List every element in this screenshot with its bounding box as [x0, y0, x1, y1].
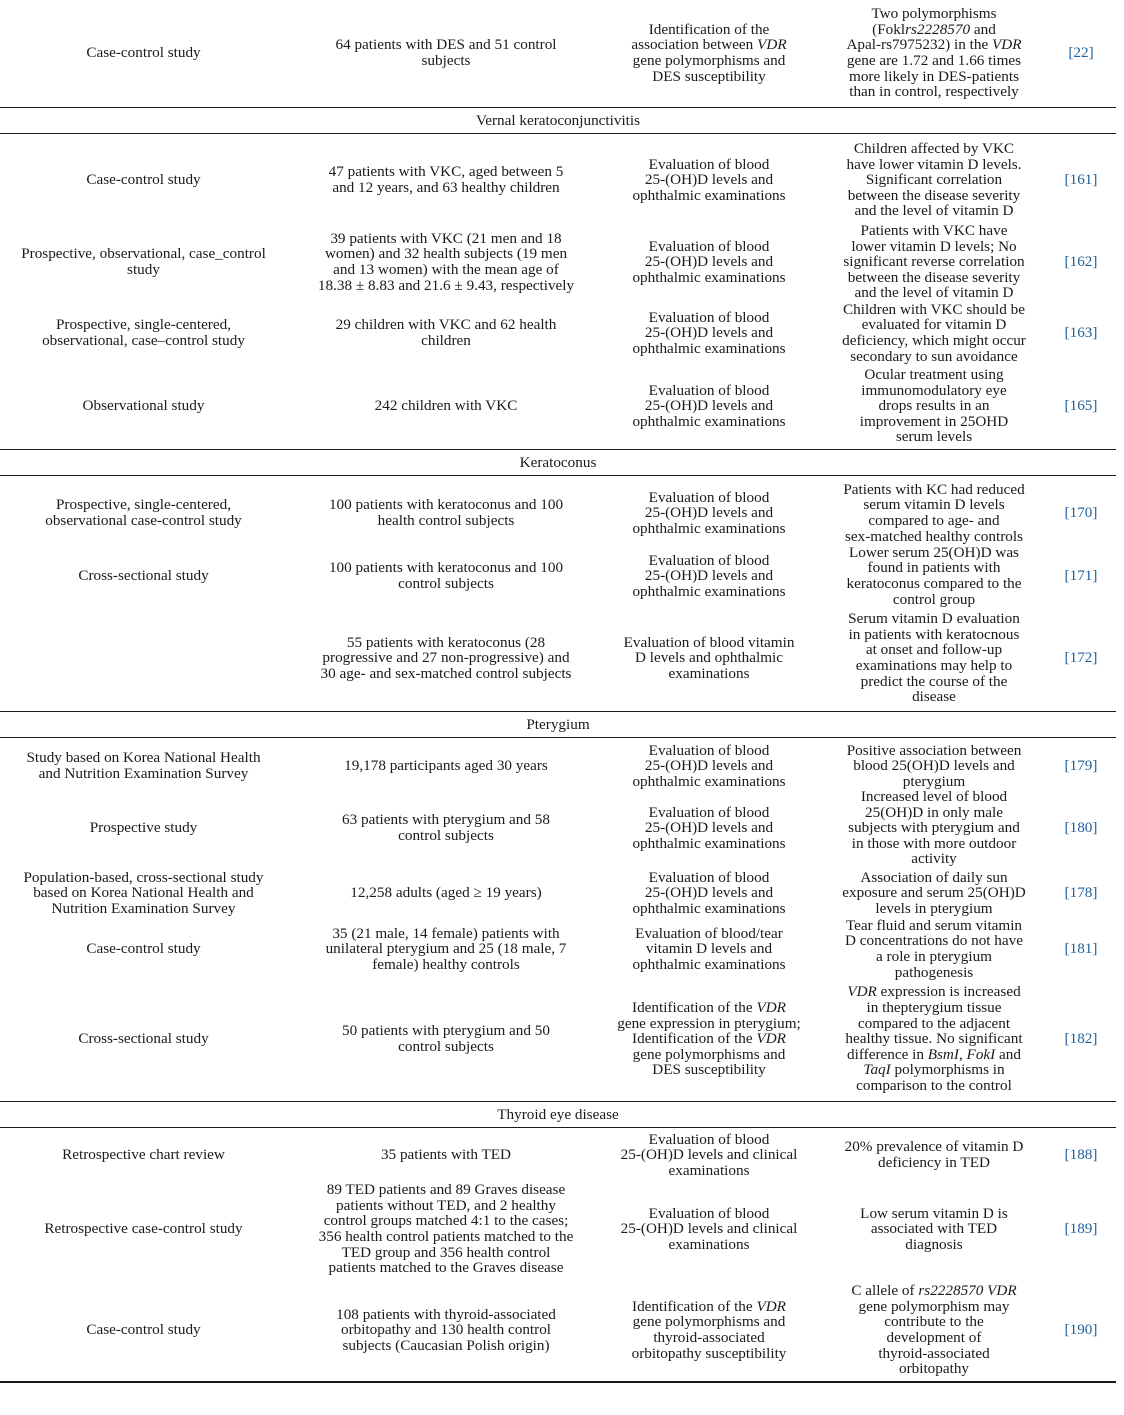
- participants-cell: 47 patients with VKC, aged between 5 and 12 years, and 63 healthy children: [328, 163, 564, 196]
- participants-cell: 35 patients with TED: [380, 1146, 512, 1164]
- section-heading: Keratoconus: [519, 454, 597, 471]
- methods-cell: Identification of the association between VDR gene polymorphisms and DES susceptibility: [631, 20, 787, 85]
- participants-cell: 64 patients with DES and 51 control subjects: [335, 36, 557, 69]
- study-design-cell: Case-control study: [86, 940, 201, 958]
- reference-cell[interactable]: [180]: [1064, 819, 1098, 837]
- study-design-cell: Retrospective case-control study: [44, 1220, 243, 1238]
- methods-cell: Evaluation of blood 25-(OH)D levels and ophthalmic examinations: [632, 237, 786, 286]
- reference-cell[interactable]: [178]: [1064, 884, 1098, 902]
- results-cell: Tear fluid and serum vitamin D concentrations do not have a role in pterygium pathogenesis: [845, 916, 1023, 981]
- participants-cell: 12,258 adults (aged ≥ 19 years): [350, 884, 542, 902]
- study-design-cell: Observational study: [82, 397, 205, 415]
- methods-cell: Identification of the VDR gene polymorphisms and thyroid-associated orbitopathy susceptibility: [631, 1297, 787, 1362]
- table-rule: [0, 475, 1116, 476]
- methods-cell: Evaluation of blood/tear vitamin D levels and ophthalmic examinations: [632, 924, 786, 973]
- participants-cell: 35 (21 male, 14 female) patients with unilateral pterygium and 25 (18 male, 7 female) healthy controls: [325, 924, 567, 973]
- participants-cell: 29 children with VKC and 62 health children: [335, 316, 557, 349]
- study-design-cell: Case-control study: [86, 1321, 201, 1339]
- results-cell: VDR expression is increased in thepterygium tissue compared to the adjacent healthy tissue. No significant difference in BsmI, FokI and TaqI polymorphisms in comparison to the control: [845, 983, 1023, 1094]
- methods-cell: Evaluation of blood 25-(OH)D levels and ophthalmic examinations: [632, 868, 786, 917]
- table-rule: [0, 1101, 1116, 1102]
- study-design-cell: Case-control study: [86, 44, 201, 62]
- participants-cell: 242 children with VKC: [374, 397, 518, 415]
- reference-cell[interactable]: [190]: [1064, 1321, 1098, 1339]
- study-design-cell: Population-based, cross-sectional study based on Korea National Health and Nutrition Examination Survey: [23, 868, 264, 917]
- study-design-cell: Cross-sectional study: [78, 1030, 209, 1048]
- reference-cell[interactable]: [163]: [1064, 324, 1098, 342]
- reference-cell[interactable]: [182]: [1064, 1030, 1098, 1048]
- participants-cell: 55 patients with keratoconus (28 progressive and 27 non-progressive) and 30 age- and sex-matched control subjects: [320, 633, 572, 682]
- participants-cell: 100 patients with keratoconus and 100 health control subjects: [328, 496, 564, 529]
- results-cell: Children with VKC should be evaluated for vitamin D deficiency, which might occur secondary to sun avoidance: [842, 300, 1026, 365]
- participants-cell: 50 patients with pterygium and 50 control subjects: [342, 1022, 550, 1055]
- reference-cell[interactable]: [162]: [1064, 253, 1098, 271]
- section-heading: Vernal keratoconjunctivitis: [475, 112, 641, 129]
- participants-cell: 19,178 participants aged 30 years: [344, 757, 548, 775]
- results-cell: Ocular treatment using immunomodulatory eye drops results in an improvement in 25OHD serum levels: [859, 366, 1009, 446]
- table-rule: [0, 711, 1116, 712]
- participants-cell: 39 patients with VKC (21 men and 18 women) and 32 health subjects (19 men and 13 women) with the mean age of 18.38 ± 8.83 and 21.6 ± 9.43, respectively: [317, 229, 575, 294]
- methods-cell: Evaluation of blood 25-(OH)D levels and ophthalmic examinations: [632, 741, 786, 790]
- reference-cell[interactable]: [172]: [1064, 649, 1098, 667]
- reference-cell[interactable]: [165]: [1064, 397, 1098, 415]
- participants-cell: 89 TED patients and 89 Graves disease patients without TED, and 2 healthy control groups matched 4:1 to the cases; 356 health control patients matched to the TED group and 356 health control patients matched to the Graves disease: [318, 1181, 574, 1277]
- results-cell: Lower serum 25(OH)D was found in patients with keratoconus compared to the control group: [846, 543, 1022, 608]
- table-rule: [0, 737, 1116, 738]
- methods-cell: Evaluation of blood 25-(OH)D levels and ophthalmic examinations: [632, 488, 786, 537]
- methods-cell: Evaluation of blood 25-(OH)D levels and ophthalmic examinations: [632, 155, 786, 204]
- study-design-cell: Cross-sectional study: [78, 567, 209, 585]
- reference-cell[interactable]: [170]: [1064, 504, 1098, 522]
- reference-cell[interactable]: [171]: [1064, 567, 1098, 585]
- reference-cell[interactable]: [181]: [1064, 940, 1098, 958]
- results-cell: C allele of rs2228570 VDR gene polymorphism may contribute to the development of thyroid-associated orbitopathy: [851, 1282, 1017, 1378]
- methods-cell: Evaluation of blood vitamin D levels and ophthalmic examinations: [623, 633, 795, 682]
- results-cell: Two polymorphisms (Foklrs2228570 and Apal-rs7975232) in the VDR gene are 1.72 and 1.66 times more likely in DES-patients than in control, respectively: [846, 5, 1022, 101]
- results-cell: Association of daily sun exposure and serum 25(OH)D levels in pterygium: [842, 868, 1026, 917]
- results-cell: Serum vitamin D evaluation in patients with keratocnous at onset and follow-up examinations may help to predict the course of the disease: [848, 610, 1020, 706]
- methods-cell: Evaluation of blood 25-(OH)D levels and ophthalmic examinations: [632, 551, 786, 600]
- methods-cell: Evaluation of blood 25-(OH)D levels and ophthalmic examinations: [632, 381, 786, 430]
- table-rule: [0, 133, 1116, 134]
- table-rule: [0, 449, 1116, 450]
- study-design-cell: [0, 608, 287, 708]
- study-design-cell: Prospective, observational, case_control study: [21, 245, 266, 278]
- methods-cell: Evaluation of blood 25-(OH)D levels and ophthalmic examinations: [632, 308, 786, 357]
- study-design-cell: Study based on Korea National Health and Nutrition Examination Survey: [26, 749, 261, 782]
- results-cell: Low serum vitamin D is associated with TED diagnosis: [860, 1204, 1008, 1253]
- study-design-cell: Case-control study: [86, 171, 201, 189]
- participants-cell: 63 patients with pterygium and 58 control subjects: [342, 811, 550, 844]
- section-heading: Pterygium: [526, 716, 590, 733]
- section-heading: Thyroid eye disease: [497, 1106, 619, 1123]
- results-cell: Children affected by VKC have lower vitamin D levels. Significant correlation between the disease severity and the level of vitamin D: [846, 140, 1022, 220]
- methods-cell: Evaluation of blood 25-(OH)D levels and clinical examinations: [620, 1130, 798, 1179]
- results-cell: Increased level of blood 25(OH)D in only male subjects with pterygium and in those with more outdoor activity: [848, 788, 1020, 868]
- study-design-cell: Prospective study: [89, 819, 198, 837]
- study-design-cell: Prospective, single-centered, observational case-control study: [45, 496, 242, 529]
- reference-cell[interactable]: [188]: [1064, 1146, 1098, 1164]
- table-rule: [0, 107, 1116, 108]
- participants-cell: 100 patients with keratoconus and 100 control subjects: [328, 559, 564, 592]
- reference-cell[interactable]: [179]: [1064, 757, 1098, 775]
- methods-cell: Evaluation of blood 25-(OH)D levels and clinical examinations: [620, 1204, 798, 1253]
- reference-cell[interactable]: [22]: [1068, 44, 1094, 62]
- methods-cell: Identification of the VDR gene expression in pterygium; Identification of the VDR gene polymorphisms and DES susceptibility: [617, 999, 801, 1079]
- results-cell: Patients with KC had reduced serum vitamin D levels compared to age- and sex-matched healthy controls: [843, 480, 1025, 545]
- methods-cell: Evaluation of blood 25-(OH)D levels and ophthalmic examinations: [632, 803, 786, 852]
- results-cell: Positive association between blood 25(OH)D levels and pterygium: [846, 741, 1022, 790]
- reference-cell[interactable]: [189]: [1064, 1220, 1098, 1238]
- table-rule: [0, 1381, 1116, 1383]
- results-cell: Patients with VKC have lower vitamin D levels; No significant reverse correlation between the disease severity and the level of vitamin D: [843, 222, 1025, 302]
- participants-cell: 108 patients with thyroid-associated orbitopathy and 130 health control subjects (Caucasian Polish origin): [336, 1305, 556, 1354]
- table-rule: [0, 1127, 1116, 1128]
- results-cell: 20% prevalence of vitamin D deficiency in TED: [844, 1138, 1024, 1171]
- study-design-cell: Prospective, single-centered, observational, case–control study: [42, 316, 245, 349]
- study-design-cell: Retrospective chart review: [62, 1146, 225, 1164]
- reference-cell[interactable]: [161]: [1064, 171, 1098, 189]
